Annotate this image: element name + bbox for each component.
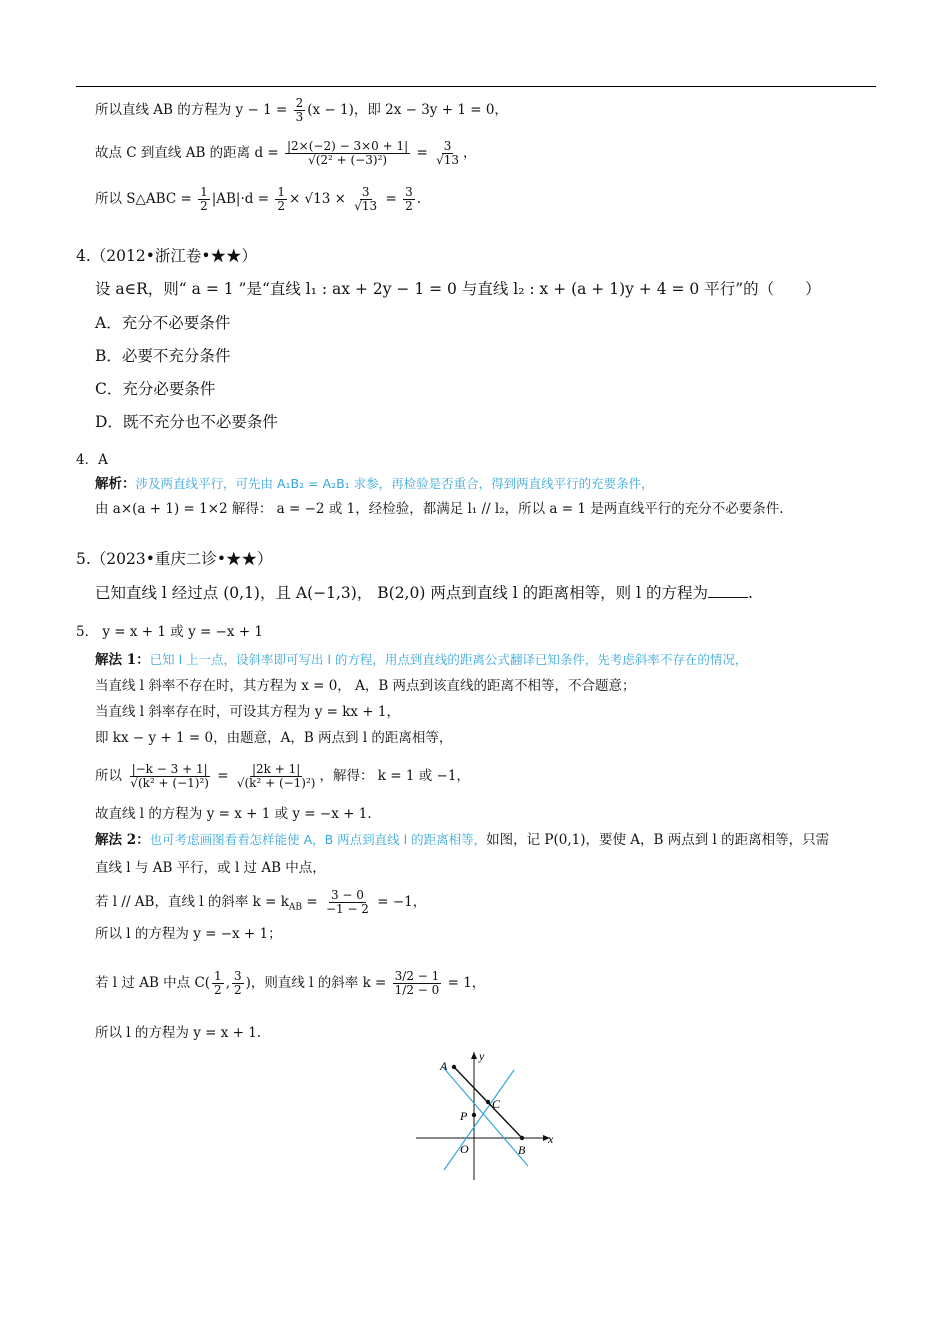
label-p: P xyxy=(460,1109,468,1123)
a5-m2-line3: 所以 l 的方程为 y = −x + 1； xyxy=(95,926,282,942)
q5-header: 5.（2023•重庆二诊•★★） xyxy=(76,550,273,568)
q5-stem: 已知直线 l 经过点 (0,1)，且 A(−1,3)， B(2,0) 两点到直线 l 的距离相等，则 l 的方程为 . xyxy=(95,584,753,602)
a5-m2-line1: 直线 l 与 AB 平行，或 l 过 AB 中点， xyxy=(95,860,326,876)
point-c xyxy=(486,1100,490,1104)
q4-option-d: D．既不充分也不必要条件 xyxy=(95,413,278,431)
label-c: C xyxy=(492,1097,501,1111)
top-line-2: 故点 C 到直线 AB 的距离 d = $\frac{|2\times(-2) - 3\times 0 + 1|}{\text{√(2² + (−3)²)}}$ = $\frac{3}{√13}$ ， xyxy=(95,139,477,167)
q4-option-c: C．充分必要条件 xyxy=(95,380,216,398)
a4-answer: 4．A xyxy=(76,452,108,468)
top-line-3: 所以 S△ABC = $\frac{1}{2}$ |AB|·d = $\frac{1}{2}$ × √13 × $\frac{3}{√13}$ = $\frac{3}{2}$ . xyxy=(95,185,421,213)
a5-method1: 解法 1：已知 l 上一点，设斜率即可写出 l 的方程，用点到直线的距离公式翻译已知条件，先考虑斜率不存在的情况， xyxy=(95,652,748,668)
label-x: x xyxy=(548,1132,554,1146)
label-y: y xyxy=(479,1049,485,1063)
a4-line-2: 由 a×(a + 1) = 1×2 解得： a = −2 或 1，经检验，都满足 l₁ // l₂，所以 a = 1 是两直线平行的充分不必要条件. xyxy=(95,501,784,517)
coordinate-figure xyxy=(410,1046,560,1186)
a5-m1-line4: 所以 $\frac{|-k - 3 + 1|}{\text{√(k² + (−1)²)}}$ = $\frac{|2k + 1|}{\text{√(k² + (−1)²)}}$ ，解得： k = 1 或 −1， xyxy=(95,762,470,790)
a5-m2-line4: 若 l 过 AB 中点 C( $\frac{1}{2}$ , $\frac{3}{2}$ )，则直线 l 的斜率 k = $\frac{3/2 - 1}{1/2 - 0}$ = 1， xyxy=(95,969,486,997)
a5-m1-line3: 即 kx − y + 1 = 0，由题意，A，B 两点到 l 的距离相等， xyxy=(95,730,453,746)
point-a xyxy=(452,1065,456,1069)
a5-m2-line2: 若 l // AB，直线 l 的斜率 $k = k_{AB}$ = $\frac{3 - 0}{-1 - 2}$ = −1， xyxy=(95,888,427,916)
line-l-neg-slope xyxy=(442,1066,528,1166)
a5-method2: 解法 2：也可考虑画图看看怎样能使 A，B 两点到直线 l 的距离相等，如图，记 P(0,1)，要使 A，B 两点到 l 的距离相等，只需 xyxy=(95,832,830,848)
point-b xyxy=(520,1136,524,1140)
a4-analysis: 解析：涉及两直线平行，可先由 A₁B₂ = A₂B₁ 求参，再检验是否重合，得到两直线平行的充要条件， xyxy=(95,476,654,492)
a5-answer: 5． y = x + 1 或 y = −x + 1 xyxy=(76,624,264,640)
q4-option-a: A．充分不必要条件 xyxy=(95,314,231,332)
a5-m1-line2: 当直线 l 斜率存在时，可设其方程为 y = kx + 1， xyxy=(95,704,400,720)
point-p xyxy=(472,1113,476,1117)
a5-m1-line5: 故直线 l 的方程为 y = x + 1 或 y = −x + 1. xyxy=(95,806,372,822)
q4-header: 4.（2012•浙江卷•★★） xyxy=(76,247,258,265)
answer-blank xyxy=(708,585,748,598)
top-line-1: 所以直线 AB 的方程为 y − 1 = $\frac{2}{3}$ (x − 1)，即 2x − 3y + 1 = 0， xyxy=(95,96,508,124)
header-rule xyxy=(76,86,876,87)
a5-m2-line5: 所以 l 的方程为 y = x + 1. xyxy=(95,1025,262,1041)
q4-stem: 设 a∈R，则“ a = 1 ”是“直线 l₁ : ax + 2y − 1 = 0 与直线 l₂ : x + (a + 1)y + 4 = 0 平行”的（ ） xyxy=(95,280,821,298)
q4-option-b: B．必要不充分条件 xyxy=(95,347,231,365)
line-l-pos-slope xyxy=(444,1070,514,1170)
label-a: A xyxy=(440,1059,448,1073)
label-o: O xyxy=(460,1142,469,1156)
label-b: B xyxy=(518,1143,526,1157)
a5-m1-line1: 当直线 l 斜率不存在时，其方程为 x = 0， A，B 两点到该直线的距离不相等，不合题意； xyxy=(95,678,636,694)
